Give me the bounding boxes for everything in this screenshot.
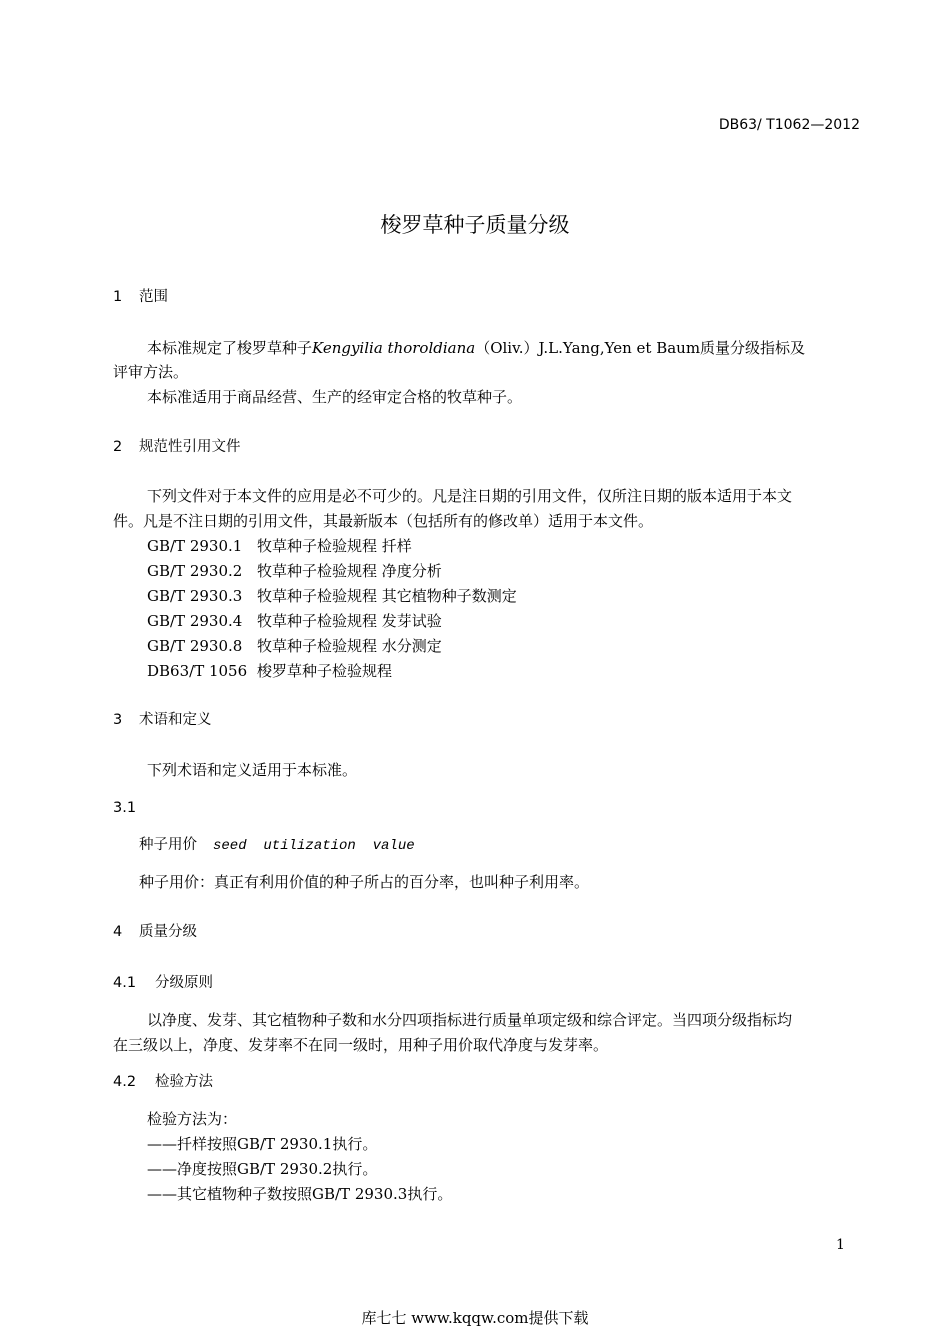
s2-paragraph-cont: 件。凡是不注日期的引用文件，其最新版本（包括所有的修改单）适用于本文件。 bbox=[113, 512, 654, 530]
s1-paragraph-1-cont: 评审方法。 bbox=[113, 363, 189, 381]
reference-item: GB/T 2930.4 牧草种子检验规程 发芽试验 bbox=[147, 612, 442, 630]
section-1-heading: 1 范围 bbox=[113, 289, 168, 305]
s41-paragraph-cont: 在三级以上，净度、发芽率不在同一级时，用种子用价取代净度与发芽率。 bbox=[113, 1036, 609, 1054]
page-number: 1 bbox=[836, 1237, 845, 1253]
reference-item: GB/T 2930.3 牧草种子检验规程 其它植物种子数测定 bbox=[147, 587, 517, 605]
subsection-4-2-heading: 4.2 检验方法 bbox=[113, 1074, 213, 1090]
term-definition: 种子用价：真正有利用价值的种子所占的百分率，也叫种子利用率。 bbox=[139, 873, 590, 891]
method-item: ——扦样按照GB/T 2930.1执行。 bbox=[147, 1135, 378, 1153]
section-2-heading: 2 规范性引用文件 bbox=[113, 439, 241, 455]
s2-paragraph: 下列文件对于本文件的应用是必不可少的。凡是注日期的引用文件，仅所注日期的版本适用于本文 bbox=[147, 487, 793, 505]
s1-paragraph-1: 本标准规定了梭罗草种子Kengyilia thoroldiana（Oliv.）J.L.Yang,Yen et Baum质量分级指标及 bbox=[147, 339, 806, 357]
reference-item: DB63/T 1056 梭罗草种子检验规程 bbox=[147, 662, 393, 680]
s1-paragraph-2: 本标准适用于商品经营、生产的经审定合格的牧草种子。 bbox=[147, 388, 523, 406]
reference-item: GB/T 2930.1 牧草种子检验规程 扦样 bbox=[147, 537, 412, 555]
s42-intro: 检验方法为： bbox=[147, 1110, 238, 1128]
reference-item: GB/T 2930.2 牧草种子检验规程 净度分析 bbox=[147, 562, 442, 580]
footer-watermark: 库七七 www.kqqw.com提供下载 bbox=[361, 1309, 589, 1327]
page-title: 梭罗草种子质量分级 bbox=[380, 213, 570, 237]
section-4-heading: 4 质量分级 bbox=[113, 924, 197, 940]
subsection-3-1-number: 3.1 bbox=[113, 800, 137, 816]
s41-paragraph: 以净度、发芽、其它植物种子数和水分四项指标进行质量单项定级和综合评定。当四项分级指标均 bbox=[147, 1011, 793, 1029]
method-item: ——净度按照GB/T 2930.2执行。 bbox=[147, 1160, 378, 1178]
subsection-4-1-heading: 4.1 分级原则 bbox=[113, 975, 213, 991]
section-3-heading: 3 术语和定义 bbox=[113, 712, 212, 728]
term-entry: 种子用价 seed utilization value bbox=[139, 837, 415, 854]
reference-item: GB/T 2930.8 牧草种子检验规程 水分测定 bbox=[147, 637, 442, 655]
document-code: DB63/ T1062—2012 bbox=[718, 117, 860, 133]
s3-paragraph: 下列术语和定义适用于本标准。 bbox=[147, 761, 358, 779]
method-item: ——其它植物种子数按照GB/T 2930.3执行。 bbox=[147, 1185, 453, 1203]
